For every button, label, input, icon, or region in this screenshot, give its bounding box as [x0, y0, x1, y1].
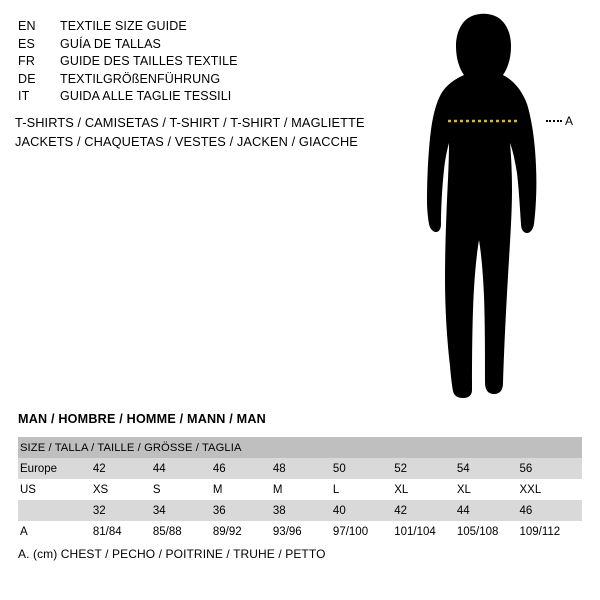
language-title: TEXTILGRÖßENFÜHRUNG	[60, 71, 221, 86]
section-heading-man: MAN / HOMBRE / HOMME / MANN / MAN	[18, 412, 266, 426]
language-list	[18, 18, 348, 106]
cell: XL	[457, 479, 520, 500]
cell: S	[153, 479, 213, 500]
language-title: GUIDE DES TAILLES TEXTILE	[60, 54, 238, 68]
measure-leader-line	[546, 120, 562, 122]
cell: 42	[394, 500, 457, 521]
language-code: IT	[18, 89, 30, 103]
cell: 105/108	[457, 521, 520, 542]
language-title: GUIDA ALLE TAGLIE TESSILI	[60, 89, 232, 103]
language-title: TEXTILE SIZE GUIDE	[60, 19, 187, 33]
cell: 46	[519, 500, 582, 521]
language-row	[18, 71, 348, 89]
table-row	[18, 521, 582, 542]
cell: 52	[394, 458, 457, 479]
cell: M	[273, 479, 333, 500]
cell: 32	[93, 500, 153, 521]
male-silhouette-figure	[400, 10, 595, 410]
cell: 44	[153, 458, 213, 479]
table-row	[18, 500, 582, 521]
cell: 109/112	[519, 521, 582, 542]
size-table	[18, 437, 582, 542]
cell: XXL	[519, 479, 582, 500]
language-title: GUÍA DE TALLAS	[60, 36, 161, 51]
table-header-row	[18, 437, 582, 458]
garment-category-tshirts: T-SHIRTS / CAMISETAS / T-SHIRT / T-SHIRT / MAGLIETTE	[15, 115, 365, 130]
garment-category-list	[15, 113, 375, 151]
cell: 48	[273, 458, 333, 479]
row-label	[18, 500, 93, 521]
cell: L	[333, 479, 394, 500]
cell: 50	[333, 458, 394, 479]
table-header-label: SIZE / TALLA / TAILLE / GRÖSSE / TAGLIA	[18, 437, 582, 458]
row-label: A	[18, 521, 93, 542]
cell: XS	[93, 479, 153, 500]
language-row	[18, 88, 348, 106]
language-code: DE	[18, 71, 36, 86]
cell: 42	[93, 458, 153, 479]
chest-measure-line	[400, 10, 595, 410]
cell: 40	[333, 500, 394, 521]
cell: 101/104	[394, 521, 457, 542]
footnote-chest-measure: A. (cm) CHEST / PECHO / POITRINE / TRUHE / PETTO	[18, 547, 326, 561]
cell: 34	[153, 500, 213, 521]
cell: 54	[457, 458, 520, 479]
cell: 93/96	[273, 521, 333, 542]
measure-label-a: A	[565, 114, 574, 128]
cell: 44	[457, 500, 520, 521]
language-code: FR	[18, 54, 36, 68]
table-row	[18, 458, 582, 479]
language-row	[18, 36, 348, 54]
garment-category-jackets: JACKETS / CHAQUETAS / VESTES / JACKEN / GIACCHE	[15, 134, 358, 149]
cell: 36	[213, 500, 273, 521]
cell: 89/92	[213, 521, 273, 542]
cell: 38	[273, 500, 333, 521]
cell: 46	[213, 458, 273, 479]
cell: M	[213, 479, 273, 500]
row-label: Europe	[18, 458, 93, 479]
language-code: ES	[18, 36, 36, 51]
row-label: US	[18, 479, 93, 500]
cell: 85/88	[153, 521, 213, 542]
language-row	[18, 53, 348, 71]
table-row	[18, 479, 582, 500]
cell: 97/100	[333, 521, 394, 542]
language-row	[18, 18, 348, 36]
cell: 81/84	[93, 521, 153, 542]
cell: 56	[519, 458, 582, 479]
cell: XL	[394, 479, 457, 500]
language-code: EN	[18, 19, 36, 33]
